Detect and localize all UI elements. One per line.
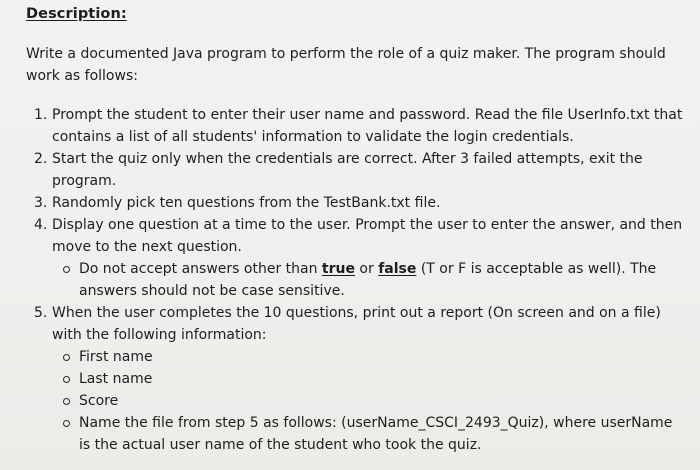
item-text: Display one question at a time to the user. Prompt the user to enter the answer, and then move to the next question.: [52, 217, 683, 255]
sub-item-text: First name: [79, 349, 153, 365]
sub-list-item: [26, 390, 686, 412]
sub-item-text-mid: or: [354, 261, 379, 277]
item-number: 4.: [34, 217, 48, 233]
hollow-bullet-icon: [63, 398, 70, 405]
intro-paragraph: Write a documented Java program to perform the role of a quiz maker. The program should work as follows:: [26, 46, 666, 84]
list-item: [26, 192, 686, 214]
sub-item-text: Name the file from step 5 as follows: (userName_CSCI_2493_Quiz), where userName is the actual user name of the student who took the quiz.: [79, 415, 673, 453]
hollow-bullet-icon: [63, 354, 70, 361]
item-number: 3.: [34, 195, 48, 211]
item-number: 5.: [34, 305, 48, 321]
item-text: Prompt the student to enter their user name and password. Read the file UserInfo.txt that contains a list of all students' information to validate the login credentials.: [52, 107, 683, 145]
sub-item-text-pre: Do not accept answers other than: [79, 261, 322, 277]
hollow-bullet-icon: [63, 376, 70, 383]
true-keyword: true: [321, 261, 355, 277]
requirements-list: [26, 104, 686, 456]
item-number: 1.: [34, 107, 48, 123]
list-item: [26, 148, 686, 192]
sub-item-text-post: (T or F is acceptable as well). The answers should not be case sensitive.: [79, 261, 657, 299]
list-item: [26, 214, 686, 258]
list-item: [26, 302, 686, 346]
sub-list-item: [26, 346, 686, 368]
list-item: [26, 104, 686, 148]
hollow-bullet-icon: [63, 420, 70, 427]
sub-item-text: Score: [79, 393, 119, 409]
false-keyword: false: [378, 261, 417, 277]
item-text: Randomly pick ten questions from the TestBank.txt file.: [52, 195, 441, 211]
hollow-bullet-icon: [63, 266, 70, 273]
item-text: Start the quiz only when the credentials are correct. After 3 failed attempts, exit the program.: [52, 151, 643, 189]
sub-list-item: [26, 368, 686, 390]
sub-list-item: [26, 258, 686, 302]
item-text: When the user completes the 10 questions, print out a report (On screen and on a file) with the following information:: [52, 305, 661, 343]
item-number: 2.: [34, 151, 48, 167]
sub-item-text: Last name: [79, 371, 153, 387]
section-heading: Description:: [26, 6, 127, 22]
sub-list-item: [26, 412, 686, 456]
